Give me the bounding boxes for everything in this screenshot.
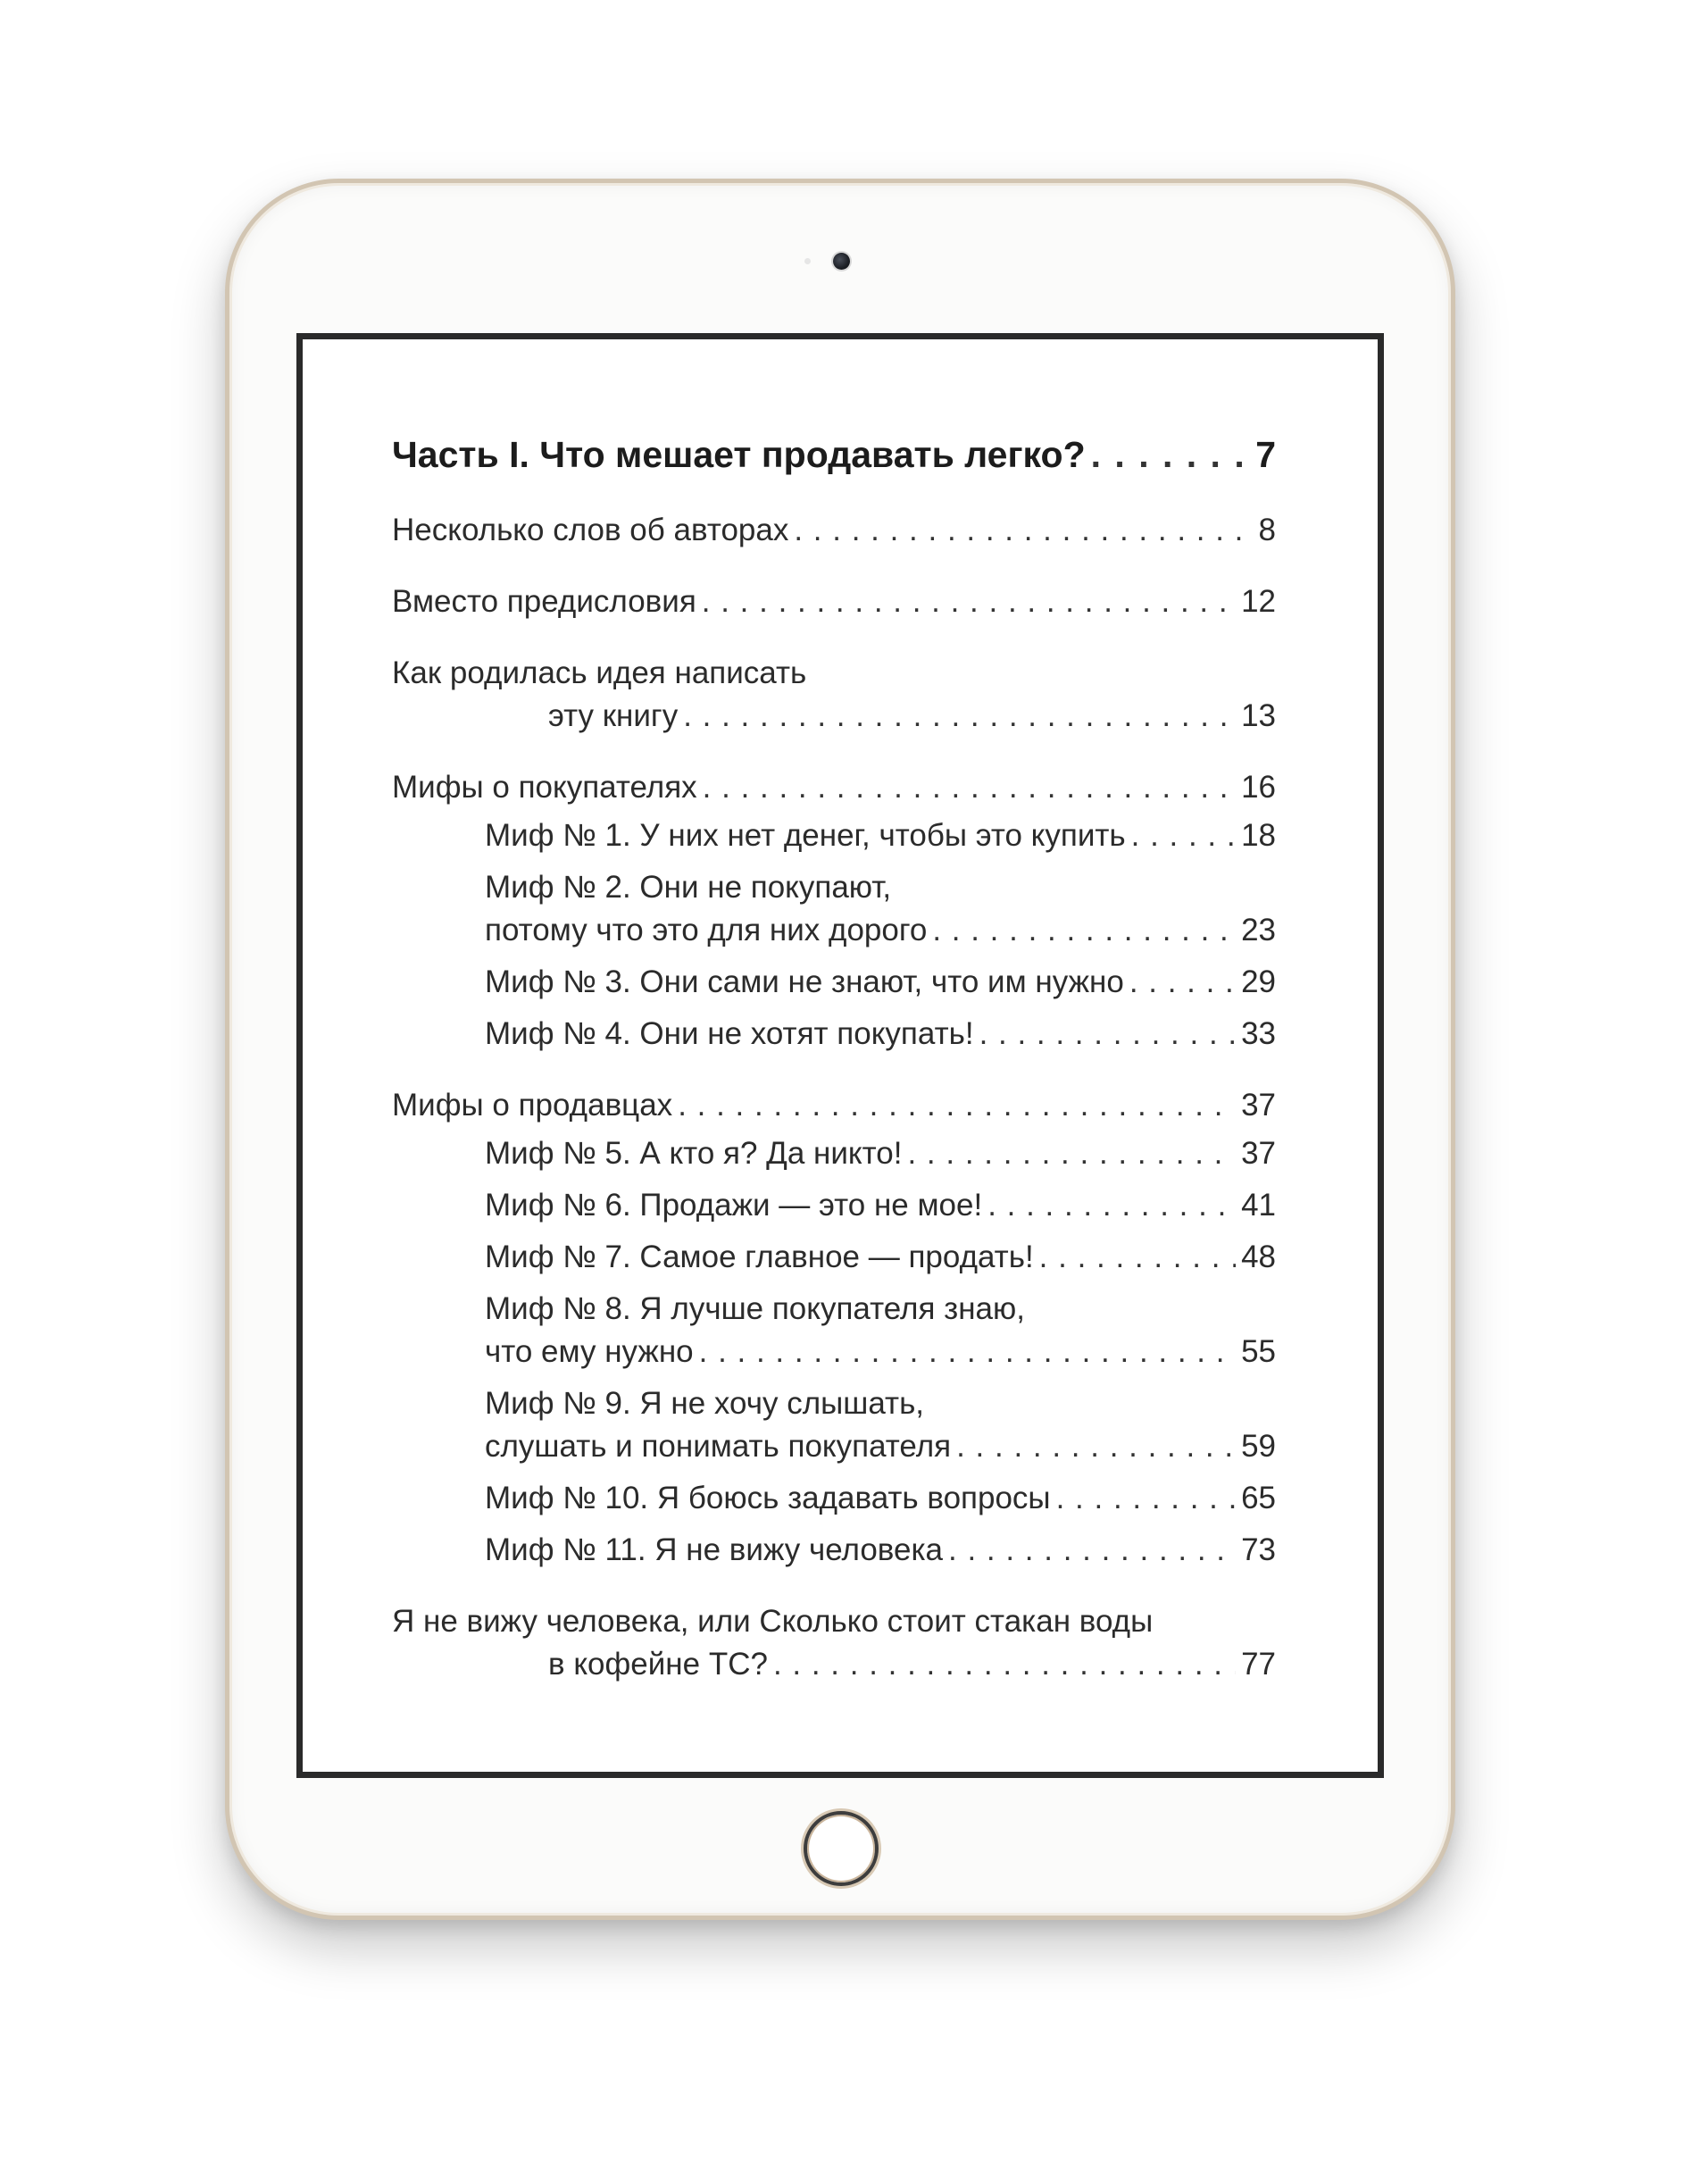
light-sensor (804, 258, 811, 264)
toc-page-number: 23 (1241, 913, 1276, 947)
toc-entry-myth-8[interactable] (392, 1288, 1276, 1373)
dot-leader (932, 909, 1236, 952)
dot-leader (987, 1184, 1236, 1227)
toc-title-line1: Миф № 9. Я не хочу слышать, (485, 1386, 925, 1421)
toc-entry-preface[interactable] (392, 580, 1276, 623)
toc-page-number: 12 (1241, 584, 1276, 619)
toc-title-line1: Миф № 8. Я лучше покупателя знаю, (485, 1291, 1025, 1326)
toc-page-number: 16 (1241, 770, 1276, 805)
toc-entry-myth-7[interactable] (392, 1236, 1276, 1279)
toc-part-heading[interactable] (392, 429, 1276, 480)
toc-page-number: 18 (1241, 818, 1276, 853)
toc-entry-line2 (485, 909, 1276, 952)
toc-page-number: 41 (1241, 1188, 1276, 1223)
toc-page-number: 29 (1241, 964, 1276, 999)
dot-leader (1131, 814, 1236, 857)
toc-title: Миф № 4. Они не хотят покупать! (485, 1016, 974, 1051)
toc-entry-myth-11[interactable] (392, 1529, 1276, 1572)
dot-leader (1056, 1477, 1236, 1520)
toc-entry-line2 (392, 695, 1276, 738)
toc-title: Миф № 7. Самое главное — продать! (485, 1240, 1034, 1274)
toc-entry-sellers-myths[interactable] (392, 1084, 1276, 1127)
toc-title: Миф № 3. Они сами не знают, что им нужно (485, 964, 1124, 999)
toc-title: Миф № 6. Продажи — это не мое! (485, 1188, 983, 1223)
toc-page-number: 55 (1241, 1334, 1276, 1369)
toc-entry-idea[interactable] (392, 652, 1276, 738)
dot-leader (702, 580, 1236, 623)
toc-entry-line2 (392, 1643, 1276, 1686)
dot-leader (678, 1084, 1236, 1127)
toc-title-line2: слушать и понимать покупателя (485, 1429, 952, 1464)
dot-leader (703, 766, 1236, 809)
toc-page-number: 73 (1241, 1532, 1276, 1567)
toc-title: Несколько слов об авторах (392, 513, 789, 547)
dot-leader (794, 509, 1253, 552)
toc-title: Миф № 5. А кто я? Да никто! (485, 1136, 903, 1171)
toc-page-number: 37 (1241, 1088, 1276, 1123)
toc-entry-myth-9[interactable] (392, 1382, 1276, 1468)
tablet-device (225, 179, 1455, 1920)
dot-leader (1091, 429, 1251, 480)
dot-leader (1129, 961, 1236, 1004)
toc-title: Вместо предисловия (392, 584, 696, 619)
toc-page-number: 13 (1241, 698, 1276, 733)
toc-title: Миф № 10. Я боюсь задавать вопросы (485, 1481, 1051, 1515)
toc-title-line2: потому что это для них дорого (485, 913, 928, 947)
toc-title-line2: эту книгу (548, 698, 679, 733)
toc-entry-water[interactable] (392, 1600, 1276, 1686)
dot-leader (907, 1132, 1236, 1175)
toc-page-number: 37 (1241, 1136, 1276, 1171)
toc-title: Часть I. Что мешает продавать легко? (392, 434, 1086, 475)
front-camera-icon (833, 253, 850, 270)
toc-title: Миф № 11. Я не вижу человека (485, 1532, 944, 1567)
toc-title: Миф № 1. У них нет денег, чтобы это купить (485, 818, 1126, 853)
dot-leader (948, 1529, 1236, 1572)
toc-title-line1: Миф № 2. Они не покупают, (485, 870, 892, 905)
dot-leader (683, 695, 1236, 738)
toc-title-line2: что ему нужно (485, 1334, 694, 1369)
toc-entry-myth-5[interactable] (392, 1132, 1276, 1175)
dot-leader (979, 1013, 1237, 1056)
toc-page-number: 48 (1241, 1240, 1276, 1274)
toc-page-number: 33 (1241, 1016, 1276, 1051)
dot-leader (773, 1643, 1236, 1686)
dot-leader (956, 1425, 1236, 1468)
toc-page-number: 77 (1241, 1647, 1276, 1682)
toc-page-number: 8 (1258, 513, 1276, 547)
toc-page-number: 59 (1241, 1429, 1276, 1464)
table-of-contents (392, 429, 1276, 1686)
toc-entry-line2 (485, 1331, 1276, 1373)
toc-entry-myth-2[interactable] (392, 866, 1276, 952)
toc-entry-line2 (485, 1425, 1276, 1468)
toc-title-line2: в кофейне ТС? (548, 1647, 768, 1682)
toc-title: Мифы о продавцах (392, 1088, 673, 1123)
toc-page-number: 7 (1255, 434, 1276, 475)
dot-leader (1039, 1236, 1236, 1279)
home-button[interactable] (804, 1811, 879, 1886)
toc-entry-myth-6[interactable] (392, 1184, 1276, 1227)
toc-title: Мифы о покупателях (392, 770, 697, 805)
toc-title-line1: Я не вижу человека, или Сколько стоит стакан воды (392, 1604, 1154, 1639)
toc-entry-authors[interactable] (392, 509, 1276, 552)
toc-entry-myth-10[interactable] (392, 1477, 1276, 1520)
toc-entry-buyers-myths[interactable] (392, 766, 1276, 809)
screen (296, 333, 1384, 1778)
toc-entry-myth-4[interactable] (392, 1013, 1276, 1056)
toc-entry-myth-1[interactable] (392, 814, 1276, 857)
toc-title-line1: Как родилась идея написать (392, 655, 807, 690)
toc-page-number: 65 (1241, 1481, 1276, 1515)
toc-entry-myth-3[interactable] (392, 961, 1276, 1004)
dot-leader (699, 1331, 1236, 1373)
